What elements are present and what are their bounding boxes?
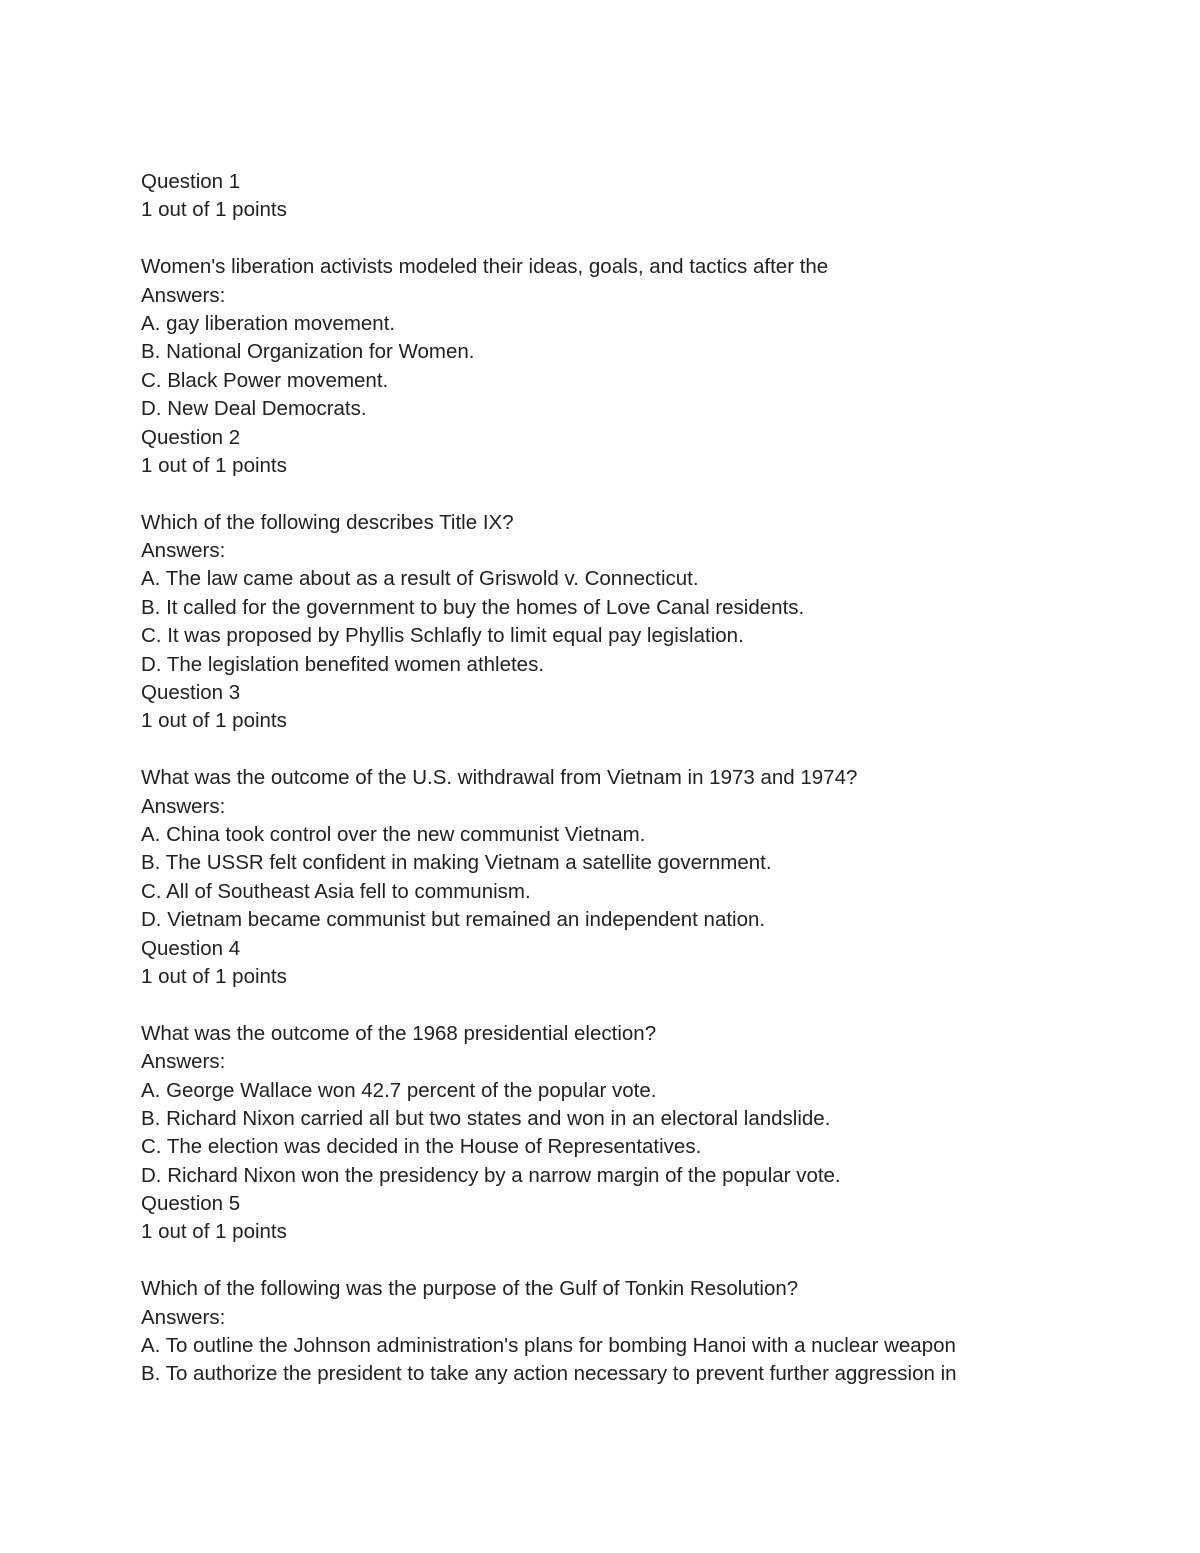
answer-option: D. The legislation benefited women athletes. <box>141 652 545 676</box>
question-block <box>141 679 1141 935</box>
answer-option: A. George Wallace won 42.7 percent of the popular vote. <box>141 1078 657 1102</box>
answer-option: B. Richard Nixon carried all but two states and won in an electoral landslide. <box>141 1106 831 1130</box>
spacer <box>141 480 1141 508</box>
answer-option: A. China took control over the new communist Vietnam. <box>141 822 646 846</box>
answer-option: A. The law came about as a result of Griswold v. Connecticut. <box>141 567 699 591</box>
question-score: 1 out of 1 points <box>141 453 287 477</box>
question-heading: Question 4 <box>141 936 241 960</box>
answers-label: Answers: <box>141 1050 226 1074</box>
question-heading: Question 5 <box>141 1192 241 1216</box>
answer-option: B. National Organization for Women. <box>141 340 475 364</box>
answers-label: Answers: <box>141 794 226 818</box>
question-block <box>141 1190 1141 1389</box>
answer-option: B. To authorize the president to take any action necessary to prevent further aggression in <box>141 1362 957 1386</box>
answers-label: Answers: <box>141 1305 226 1329</box>
question-prompt: What was the outcome of the U.S. withdrawal from Vietnam in 1973 and 1974? <box>141 766 858 790</box>
answer-option: C. The election was decided in the House of Representatives. <box>141 1135 702 1159</box>
answer-option: D. New Deal Democrats. <box>141 397 367 421</box>
question-block <box>141 424 1141 680</box>
question-block <box>141 935 1141 1191</box>
question-heading: Question 1 <box>141 170 241 193</box>
answer-option: A. To outline the Johnson administration's plans for bombing Hanoi with a nuclear weapon <box>141 1334 956 1358</box>
spacer <box>141 1247 1141 1275</box>
question-prompt: Women's liberation activists modeled their ideas, goals, and tactics after the <box>141 255 829 279</box>
document-page <box>141 168 1141 1389</box>
question-heading: Question 2 <box>141 425 241 449</box>
question-heading: Question 3 <box>141 681 241 705</box>
question-prompt: Which of the following was the purpose of the Gulf of Tonkin Resolution? <box>141 1277 799 1301</box>
answer-option: C. Black Power movement. <box>141 368 389 392</box>
question-block <box>141 168 1141 424</box>
answer-option: B. The USSR felt confident in making Vietnam a satellite government. <box>141 851 772 875</box>
answer-option: D. Richard Nixon won the presidency by a narrow margin of the popular vote. <box>141 1163 841 1187</box>
question-prompt: Which of the following describes Title IX? <box>141 510 514 534</box>
spacer <box>141 991 1141 1019</box>
answer-option: D. Vietnam became communist but remained an independent nation. <box>141 908 766 932</box>
answer-option: B. It called for the government to buy the homes of Love Canal residents. <box>141 595 805 619</box>
question-score: 1 out of 1 points <box>141 709 287 733</box>
answer-option: A. gay liberation movement. <box>141 311 396 335</box>
answer-option: C. All of Southeast Asia fell to communism. <box>141 879 531 903</box>
answer-option: C. It was proposed by Phyllis Schlafly to limit equal pay legislation. <box>141 624 744 648</box>
spacer <box>141 225 1141 253</box>
question-score: 1 out of 1 points <box>141 1220 287 1244</box>
question-prompt: What was the outcome of the 1968 presidential election? <box>141 1021 657 1045</box>
question-score: 1 out of 1 points <box>141 964 287 988</box>
answers-label: Answers: <box>141 283 226 307</box>
question-score: 1 out of 1 points <box>141 198 287 222</box>
answers-label: Answers: <box>141 539 226 563</box>
spacer <box>141 736 1141 764</box>
